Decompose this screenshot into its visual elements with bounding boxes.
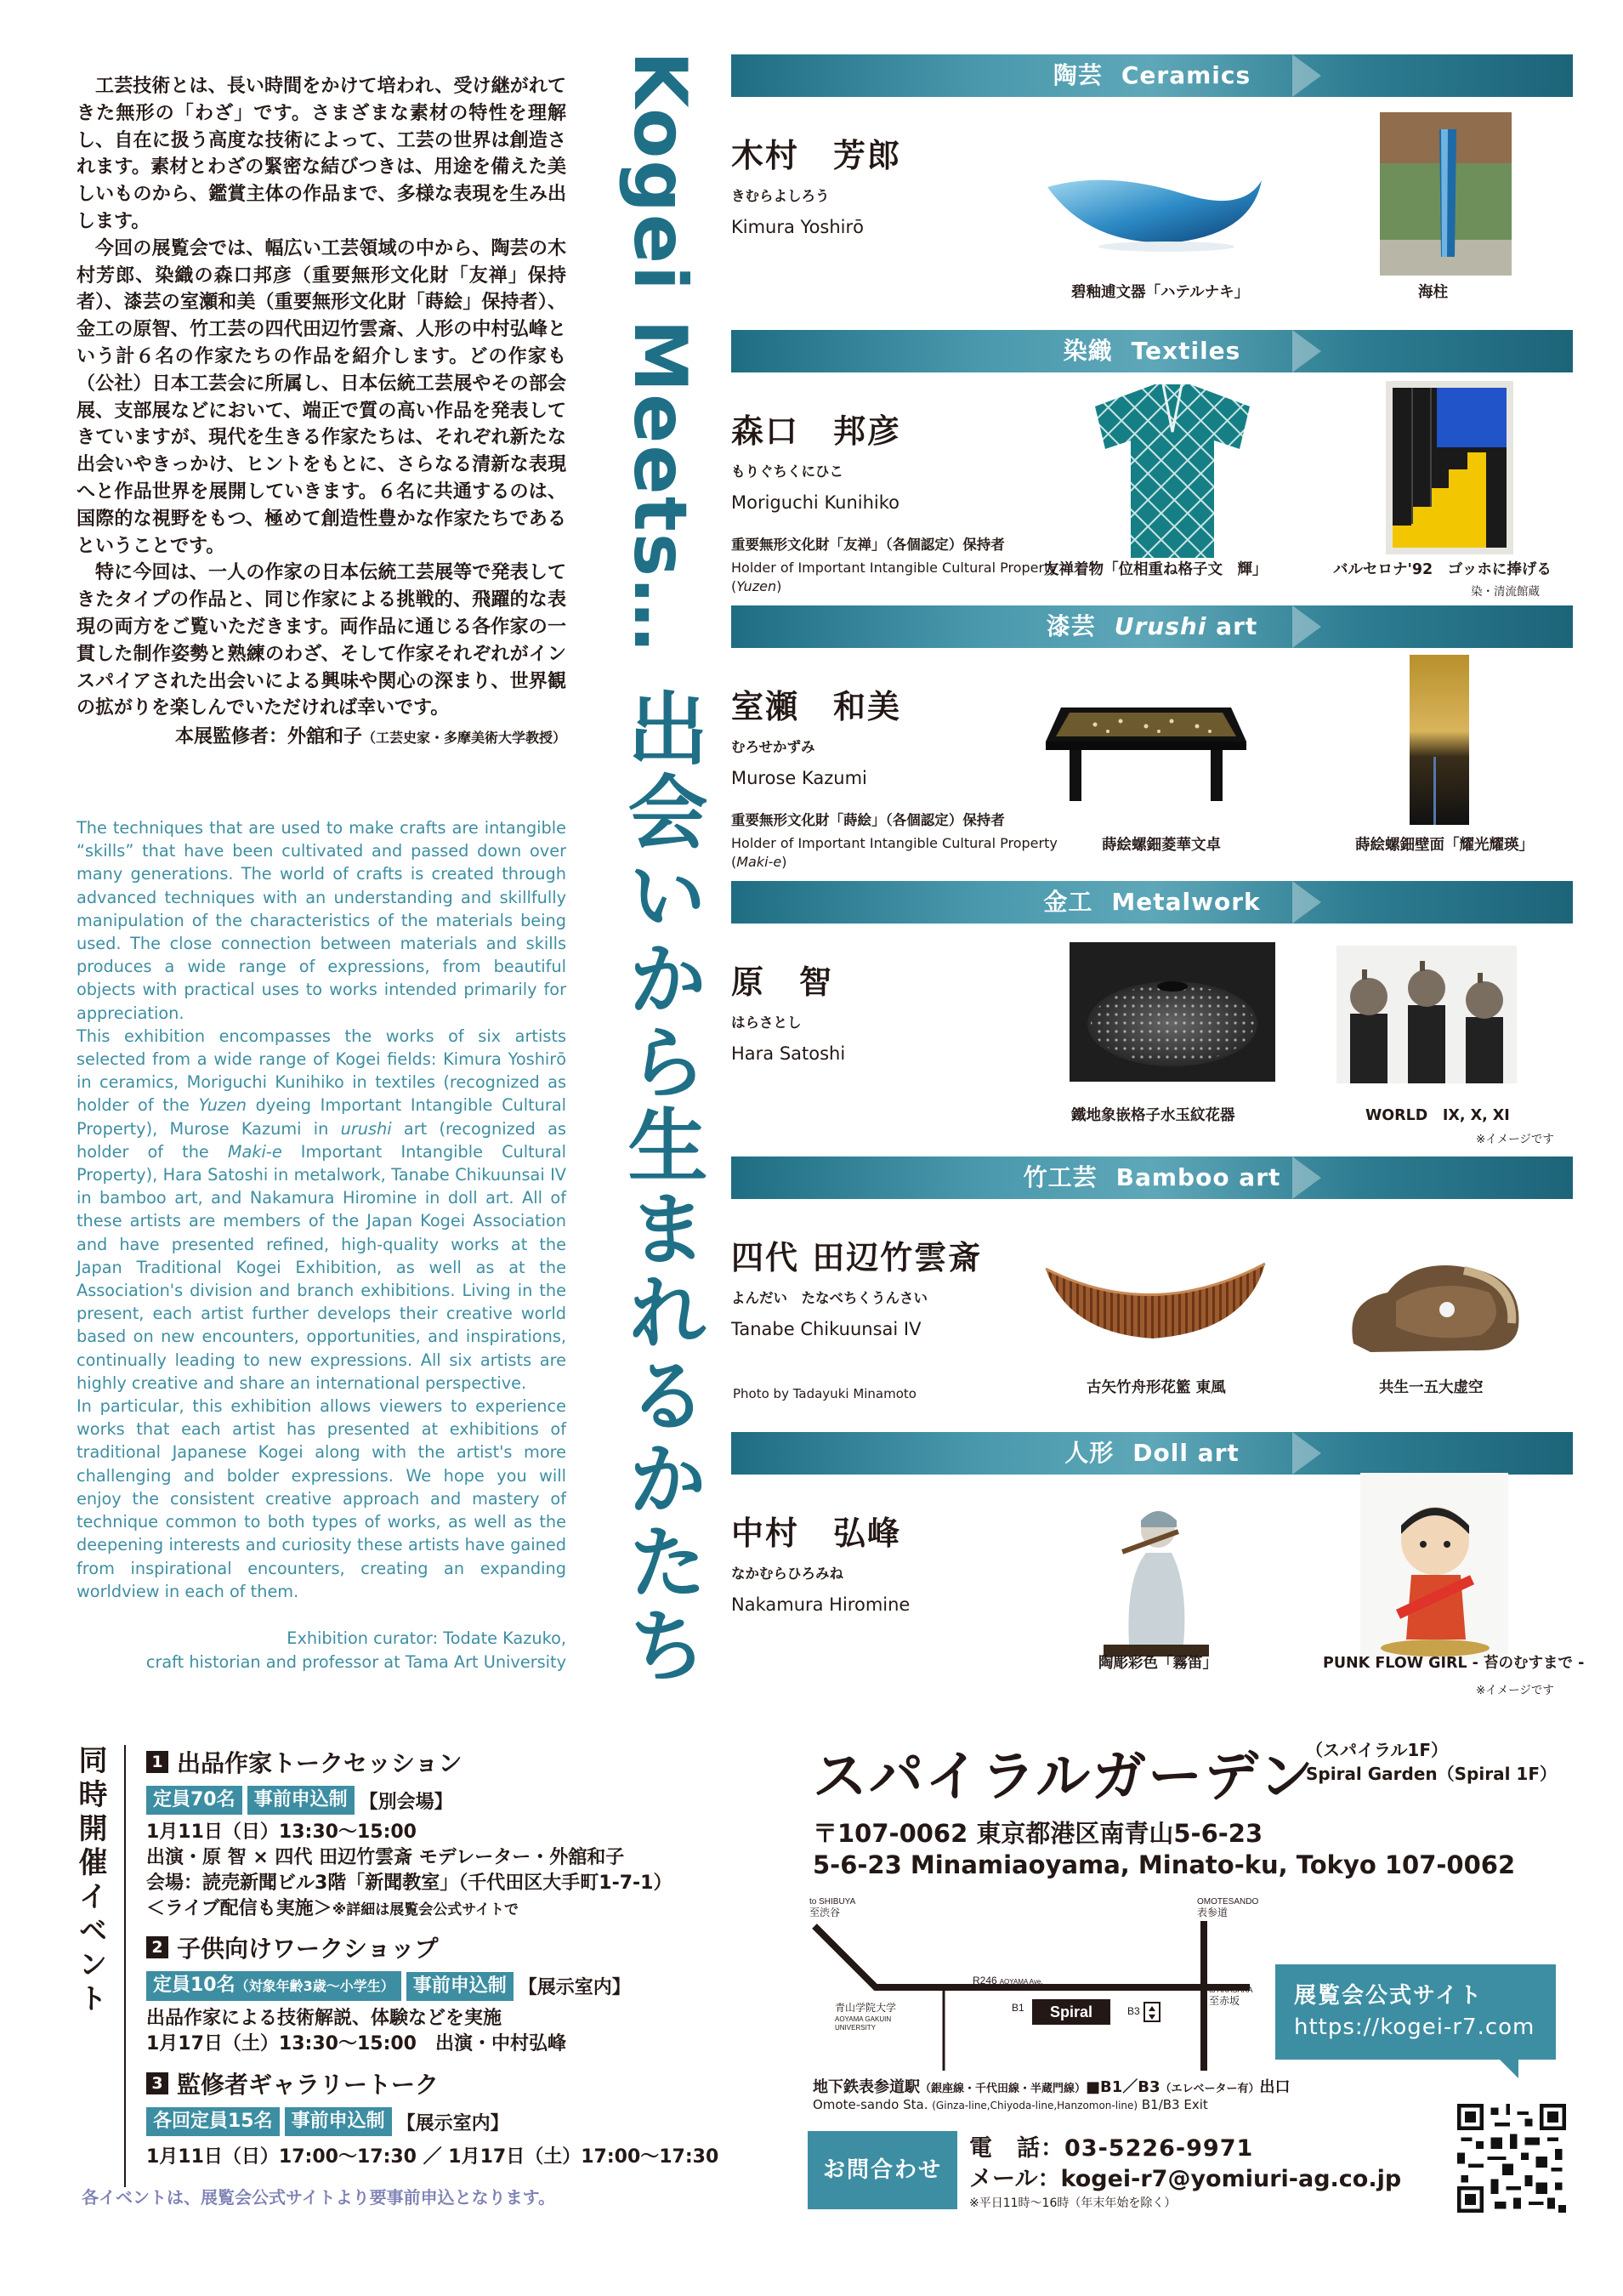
- event-place: 【展示室内】: [396, 2112, 509, 2134]
- road-code: R246: [973, 1975, 997, 1986]
- event-title: [146, 1745, 672, 1779]
- intro-en-p2-c: art (recognized as holder of the: [77, 1118, 566, 1162]
- category-jp: 漆芸: [1046, 612, 1096, 640]
- artist-name-en: Kimura Yoshirō: [731, 217, 865, 237]
- caption-metal-2: WORLD IX, X, XI: [1365, 1107, 1510, 1124]
- category-en: Metalwork: [1111, 888, 1261, 916]
- intro-en-p2-b: dyeing Important Intangible Cultural Property), Murose Kazumi in: [77, 1095, 566, 1139]
- artist-kana: よんだい たなべちくうんさい: [731, 1290, 928, 1306]
- artist-name-jp: 室瀬 和美: [731, 688, 902, 725]
- artist-name-en: Hara Satoshi: [731, 1043, 846, 1064]
- work-image-bamboo-basket: [1042, 1255, 1268, 1347]
- venue-sub-en: Spiral Garden（Spiral 1F）: [1306, 1764, 1557, 1784]
- qr-code-icon[interactable]: [1457, 2104, 1566, 2213]
- map-label-omotesando-jp: 表参道: [1197, 1907, 1229, 1918]
- caption-metal-1: 鐵地象嵌格子水玉紋花器: [1071, 1107, 1235, 1124]
- artist-murose: [731, 680, 1088, 872]
- intro-japanese: [77, 73, 566, 752]
- artist-kana: むろせかずみ: [731, 739, 815, 755]
- curator-en-line-2: craft historian and professor at Tama Art University: [145, 1651, 566, 1672]
- category-bar-bamboo: [731, 1157, 1573, 1199]
- work-image-world-sculptures: [1336, 946, 1517, 1083]
- livestream-text: ＜ライブ配信も実施＞: [146, 1898, 332, 1919]
- map-label-shibuya-en: to SHIBUYA: [809, 1897, 856, 1907]
- map-label-omotesando-en: OMOTESANDO: [1197, 1897, 1258, 1907]
- cert-en-text: Holder of Important Intangible Cultural Property: [731, 835, 1058, 851]
- events-footer-note: 各イベントは、展覧会公式サイトより要事前申込となります。: [82, 2187, 555, 2208]
- artist-certification-en: Holder of Important Intangible Cultural Property (Yuzen): [731, 560, 1058, 594]
- artist-name-en: Murose Kazumi: [731, 768, 867, 788]
- category-jp: 金工: [1043, 888, 1093, 916]
- station-exit-en: B1/B3 Exit: [1141, 2097, 1208, 2112]
- capacity-tag: 各回定員15名: [146, 2107, 280, 2136]
- note-doll-image: ※イメージです: [1476, 1684, 1554, 1697]
- curator-jp: [77, 724, 566, 752]
- events-label: 同時開催イベント: [73, 1745, 107, 2017]
- category-jp: 陶芸: [1053, 61, 1103, 89]
- event-venue: 会場：読売新聞ビル3階「新聞教室」（千代田区大手町1-7-1）: [146, 1873, 672, 1894]
- intro-en-p2-d: Important Intangible Cultural Property), Hara Satoshi in metalwork, Tanabe Chikuunsai IV in bamboo art, and Nakamura Hiromine in doll art. All of these artists are members of the Japan Kogei Association and have presented refined, high-quality works at the Japan Traditional Kogei Exhibition, as well as at the Association's division and branch exhibitions. Living in the present, each artist further develops their creative world based on new encounters, opportunities, and inspirations, continually leading to new expressions. All six artists are highly creative and share an international perspective.: [77, 1141, 566, 1393]
- work-image-punk-flow-girl: [1360, 1473, 1508, 1660]
- map-label-university-jp: 青山学院大学: [835, 2002, 897, 2014]
- intro-en-paragraph-1: The techniques that are used to make crafts are intangible “skills” that have been cultivated and passed down over many generations. The world of crafts is created through advanced techniques with an understanding and skillfully manipulation of the characteristics of the materials being used. The close connection between materials and skills produces a wide range of expressions, from beautiful objects with practical uses to works intended primarily for appreciation.: [77, 818, 566, 1023]
- intro-en-paragraph-3: In particular, this exhibition allows viewers to experience works that each artist has presented at exhibitions of traditional Japanese Kogei along with the artist's more challenging and bolder expressions. We hope you will enjoy the consistent creative approach and mastery of technique common to both types of works, as well as the deepening interests and curiosity these artists have gained from inspirational encounters, creating an expanding worldview in each of them.: [77, 1396, 566, 1601]
- contact-email[interactable]: メール：kogei-r7@yomiuri-ag.co.jp: [969, 2166, 1402, 2192]
- event-number: 1: [146, 1751, 168, 1773]
- age-note: （対象年齢3歳〜小学生）: [235, 1978, 394, 1994]
- work-image-blue-bowl: [1039, 162, 1268, 255]
- map-spiral-label: Spiral: [1049, 2003, 1093, 2020]
- map-label-university-en-2: UNIVERSITY: [835, 2024, 877, 2032]
- contact-hours: ※平日11時〜16時（年末年始を除く）: [969, 2197, 1177, 2210]
- contact-phone[interactable]: 電 話：03-5226-9971: [969, 2135, 1254, 2162]
- category-en: art: [1216, 612, 1258, 640]
- venue-address-jp: 〒107-0062 東京都港区南青山5-6-23: [813, 1819, 1263, 1848]
- map-label-akasaka-jp: 至赤坂: [1209, 1995, 1240, 2007]
- event-date: 1月17日（土）13:30〜15:00 出演・中村弘峰: [146, 2033, 566, 2054]
- reservation-tag: 事前申込制: [285, 2107, 392, 2136]
- event-date: 1月11日（日）13:30〜15:00: [146, 1821, 417, 1843]
- venue-name: スパイラルガーデン: [813, 1746, 1315, 1809]
- station-lines-en: (Ginza-line,Chiyoda-line,Hanzomon-line): [932, 2100, 1138, 2111]
- event-number: 3: [146, 2072, 168, 2094]
- note-metal-image: ※イメージです: [1476, 1133, 1554, 1146]
- category-jp: 竹工芸: [1023, 1163, 1098, 1191]
- road-name: AOYAMA Ave.: [999, 1978, 1043, 1986]
- reservation-tag: 事前申込制: [406, 1972, 514, 2001]
- category-en: Bamboo art: [1115, 1163, 1281, 1191]
- caption-textiles-2: バルセロナ'92 ゴッホに捧げる: [1333, 561, 1552, 578]
- cert-en-text: Holder of Important Intangible Cultural Property: [731, 560, 1058, 576]
- caption-bamboo-2: 共生一五大虚空: [1379, 1379, 1484, 1396]
- artist-certification-en: Holder of Important Intangible Cultural Property (Maki-e): [731, 835, 1058, 870]
- intro-en-yuzen: Yuzen: [198, 1095, 247, 1116]
- category-bar-textiles: [731, 330, 1573, 372]
- livestream-note: ※詳細は展覧会公式サイトで: [332, 1901, 519, 1918]
- caption-textiles-1: 友禅着物「位相重ね格子文 輝」: [1044, 561, 1268, 578]
- category-en: Doll art: [1132, 1439, 1240, 1467]
- event-talk-session: [146, 1745, 672, 1923]
- artist-hara: [731, 956, 1088, 1064]
- artist-kana: もりぐちくにひこ: [731, 463, 843, 480]
- map-label-b3: B3: [1127, 2005, 1140, 2017]
- venue-subtitle: [1306, 1738, 1557, 1786]
- event-tags: [146, 1971, 631, 2001]
- event-description: 出品作家による技術解説、体験などを実施: [146, 2008, 502, 2029]
- event-performers: 出演・原 智 × 四代 田辺竹雲斎 モデレーター・外舘和子: [146, 1847, 625, 1868]
- event-title-text: 子供向けワークショップ: [177, 1935, 439, 1963]
- station-name-jp: 地下鉄表参道駅: [813, 2078, 920, 2096]
- title-jp: 出会いから生まれるかたち: [614, 687, 707, 1688]
- caption-urushi-1: 蒔絵螺鈿菱華文卓: [1102, 837, 1221, 854]
- map-label-university-en-1: AOYAMA GAKUIN: [835, 2015, 892, 2023]
- title-en: Kogei Meets…: [617, 51, 702, 654]
- category-bar-ceramics: [731, 54, 1573, 97]
- event-title-text: 出品作家トークセッション: [177, 1749, 462, 1777]
- event-date: 1月11日（日）17:00〜17:30 ／ 1月17日（土）17:00〜17:30: [146, 2146, 719, 2168]
- station-info-jp: [813, 2075, 1291, 2097]
- category-en-italic: Urushi: [1114, 612, 1207, 640]
- caption-bamboo-1: 古矢竹舟形花籃 東風: [1087, 1379, 1226, 1396]
- station-exit-jp: ■B1／B3: [1086, 2078, 1161, 2096]
- intro-english: [77, 816, 566, 1674]
- cert-en-term: Yuzen: [736, 578, 777, 594]
- artist-name-jp: 中村 弘峰: [731, 1515, 902, 1552]
- caption-doll-2: PUNK FLOW GIRL - 苔のむすまで -: [1323, 1655, 1585, 1672]
- capacity-text: 定員10名: [153, 1975, 236, 1996]
- artist-name-en: Nakamura Hiromine: [731, 1594, 911, 1615]
- category-jp: 人形: [1064, 1439, 1115, 1467]
- station-elevator-jp: （エレベーター有）: [1160, 2083, 1260, 2095]
- category-bar-doll: [731, 1432, 1573, 1475]
- intro-jp-paragraph-3: 特に今回は、一人の作家の日本伝統工芸展等で発表してきたタイプの作品と、同じ作家による挑戦的、飛躍的な表現の両方をご覧いただきます。両作品に通じる各作家の一貫した制作姿勢と熟練のわざ、そして作家それぞれがインスパイアされた出会いによる興味や関心の深まり、世界観の拡がりを楽しんでいただければ幸いです。: [77, 562, 566, 719]
- station-lines-jp: （銀座線・千代田線・半蔵門線）: [920, 2083, 1087, 2095]
- artist-name-jp: 四代 田辺竹雲斎: [731, 1239, 983, 1276]
- map-label-b1: B1: [1012, 2002, 1024, 2014]
- artist-kana: なかむらひろみね: [731, 1566, 843, 1582]
- work-image-bamboo-sculpture: [1345, 1250, 1527, 1355]
- category-bar-metalwork: [731, 881, 1573, 924]
- artist-kana: きむらよしろう: [731, 188, 830, 204]
- event-title: [146, 1930, 631, 1964]
- map-label-akasaka-en: to AKASAKA: [1209, 1986, 1253, 1994]
- note-textiles-collection: 染・清流館蔵: [1471, 585, 1540, 599]
- reservation-tag: 事前申込制: [247, 1786, 355, 1815]
- work-image-metal-vase: [1070, 942, 1275, 1082]
- event-place: 【別会場】: [359, 1791, 453, 1813]
- artist-tanabe: [731, 1231, 1088, 1339]
- intro-en-p2-a: This exhibition encompasses the works of six artists selected from a wide range of Kogei fields: Kimura Yoshirō in ceramics, Moriguchi Kunihiko in textiles (recognized as holder of the: [77, 1026, 566, 1116]
- elevator-icon: [1144, 2003, 1160, 2021]
- station-name-en: Omote-sando Sta.: [813, 2097, 928, 2112]
- capacity-tag: [146, 1971, 401, 2001]
- intro-jp-paragraph-2: 今回の展覧会では、幅広い工芸領域の中から、陶芸の木村芳郎、染織の森口邦彦（重要無形文化財「友禅」保持者）、漆芸の室瀬和美（重要無形文化財「蒔絵」保持者）、金工の原智、竹工芸の四代田辺竹雲斎、人形の中村弘峰という計６名の作家たちの作品を紹介します。どの作家も（公社）日本工芸会に所属し、日本伝統工芸展やその部会展、支部展などにおいて、端正で質の高い作品を発表してきていますが、現代を生きる作家たちは、それぞれ新たな出会いやきっかけ、ヒントをもとに、さらなる清新な表現へと作品世界を展開していきます。６名に共通するのは、国際的な視野をもつ、極めて創造性豊かな作家たちであるということです。: [77, 237, 566, 557]
- curator-jp-name: 本展監修者：外舘和子: [174, 726, 362, 748]
- curator-en-line-1: Exhibition curator: Todate Kazuko,: [287, 1628, 566, 1648]
- work-image-ceramic-doll: [1095, 1476, 1217, 1662]
- event-gallery-talk: [146, 2066, 718, 2170]
- event-place: 【展示室内】: [518, 1977, 631, 1998]
- official-site-url[interactable]: https://kogei-r7.com: [1294, 2015, 1535, 2040]
- intro-jp-paragraph-1: 工芸技術とは、長い時間をかけて培われ、受け継がれてきた無形の「わざ」です。さまざまな素材の特性を理解し、自在に扱う高度な技術によって、工芸の世界は創造されます。素材とわざの緊密な結びつきは、用途を備えた美しいものから、鑑賞主体の作品まで、多様な表現を生み出します。: [77, 76, 566, 232]
- station-exit-suffix: 出口: [1259, 2078, 1291, 2096]
- caption-ceramics-2: 海柱: [1418, 284, 1448, 301]
- caption-doll-1: 陶彫彩色「霧笛」: [1098, 1655, 1217, 1672]
- artist-name-jp: 原 智: [731, 963, 834, 1001]
- work-image-barcelona: [1386, 381, 1513, 554]
- artist-nakamura: [731, 1507, 1088, 1615]
- artist-certification-jp: 重要無形文化財「蒔絵」（各個認定）保持者: [731, 812, 1005, 828]
- event-title-text: 監修者ギャラリートーク: [177, 2071, 440, 2099]
- contact-label: お問合わせ: [808, 2131, 957, 2209]
- event-tags: [146, 1786, 672, 1815]
- artist-moriguchi: [731, 405, 1088, 596]
- work-image-sea-pillar: [1380, 112, 1512, 276]
- caption-urushi-2: 蒔絵螺鈿壁面「耀光耀瑛」: [1355, 837, 1534, 854]
- work-image-kimono: [1095, 381, 1250, 558]
- map-label-shibuya-jp: 至渋谷: [809, 1907, 841, 1918]
- artist-kana: はらさとし: [731, 1014, 802, 1031]
- curator-jp-title: （工芸史家・多摩美術大学教授）: [361, 730, 566, 747]
- station-info-en: [813, 2097, 1208, 2112]
- venue-address-en: 5-6-23 Minamiaoyama, Minato-ku, Tokyo 107-0062: [813, 1850, 1516, 1879]
- work-image-lacquer-table: [1044, 691, 1248, 810]
- event-number: 2: [146, 1936, 168, 1958]
- cert-en-term: Maki-e: [736, 854, 782, 870]
- category-bar-urushi: [731, 605, 1573, 648]
- intro-en-urushi: urushi: [340, 1118, 392, 1139]
- category-jp: 染織: [1063, 337, 1113, 365]
- official-site-box[interactable]: [1275, 1964, 1556, 2060]
- curator-en: [77, 1627, 566, 1674]
- event-title: [146, 2066, 718, 2100]
- artist-name-en: Moriguchi Kunihiko: [731, 492, 900, 513]
- event-tags: [146, 2107, 718, 2136]
- work-image-lacquer-panel: [1410, 655, 1469, 825]
- access-map: [808, 1892, 1258, 2071]
- artist-name-en: Tanabe Chikuunsai IV: [731, 1319, 922, 1339]
- intro-en-makie: Maki-e: [227, 1141, 282, 1162]
- category-en: Ceramics: [1121, 61, 1251, 89]
- artist-name-jp: 森口 邦彦: [731, 412, 902, 450]
- exhibition-title: [592, 51, 711, 1718]
- caption-ceramics-1: 碧釉逋文器「ハテルナキ」: [1071, 284, 1250, 301]
- artist-kimura: [731, 129, 1088, 237]
- artist-certification-jp: 重要無形文化財「友禅」（各個認定）保持者: [731, 537, 1005, 553]
- venue-sub-jp: （スパイラル1F）: [1306, 1740, 1448, 1760]
- category-en: Textiles: [1131, 337, 1241, 365]
- capacity-tag: 定員70名: [146, 1786, 242, 1815]
- official-site-label: 展覧会公式サイト: [1294, 1983, 1484, 2009]
- intro-en-paragraph-2: [77, 1025, 566, 1395]
- event-kids-workshop: [146, 1930, 631, 2057]
- photo-credit: Photo by Tadayuki Minamoto: [733, 1386, 916, 1401]
- events-divider: [124, 1745, 126, 2187]
- event-livestream: [146, 1896, 672, 1923]
- artist-name-jp: 木村 芳郎: [731, 137, 902, 174]
